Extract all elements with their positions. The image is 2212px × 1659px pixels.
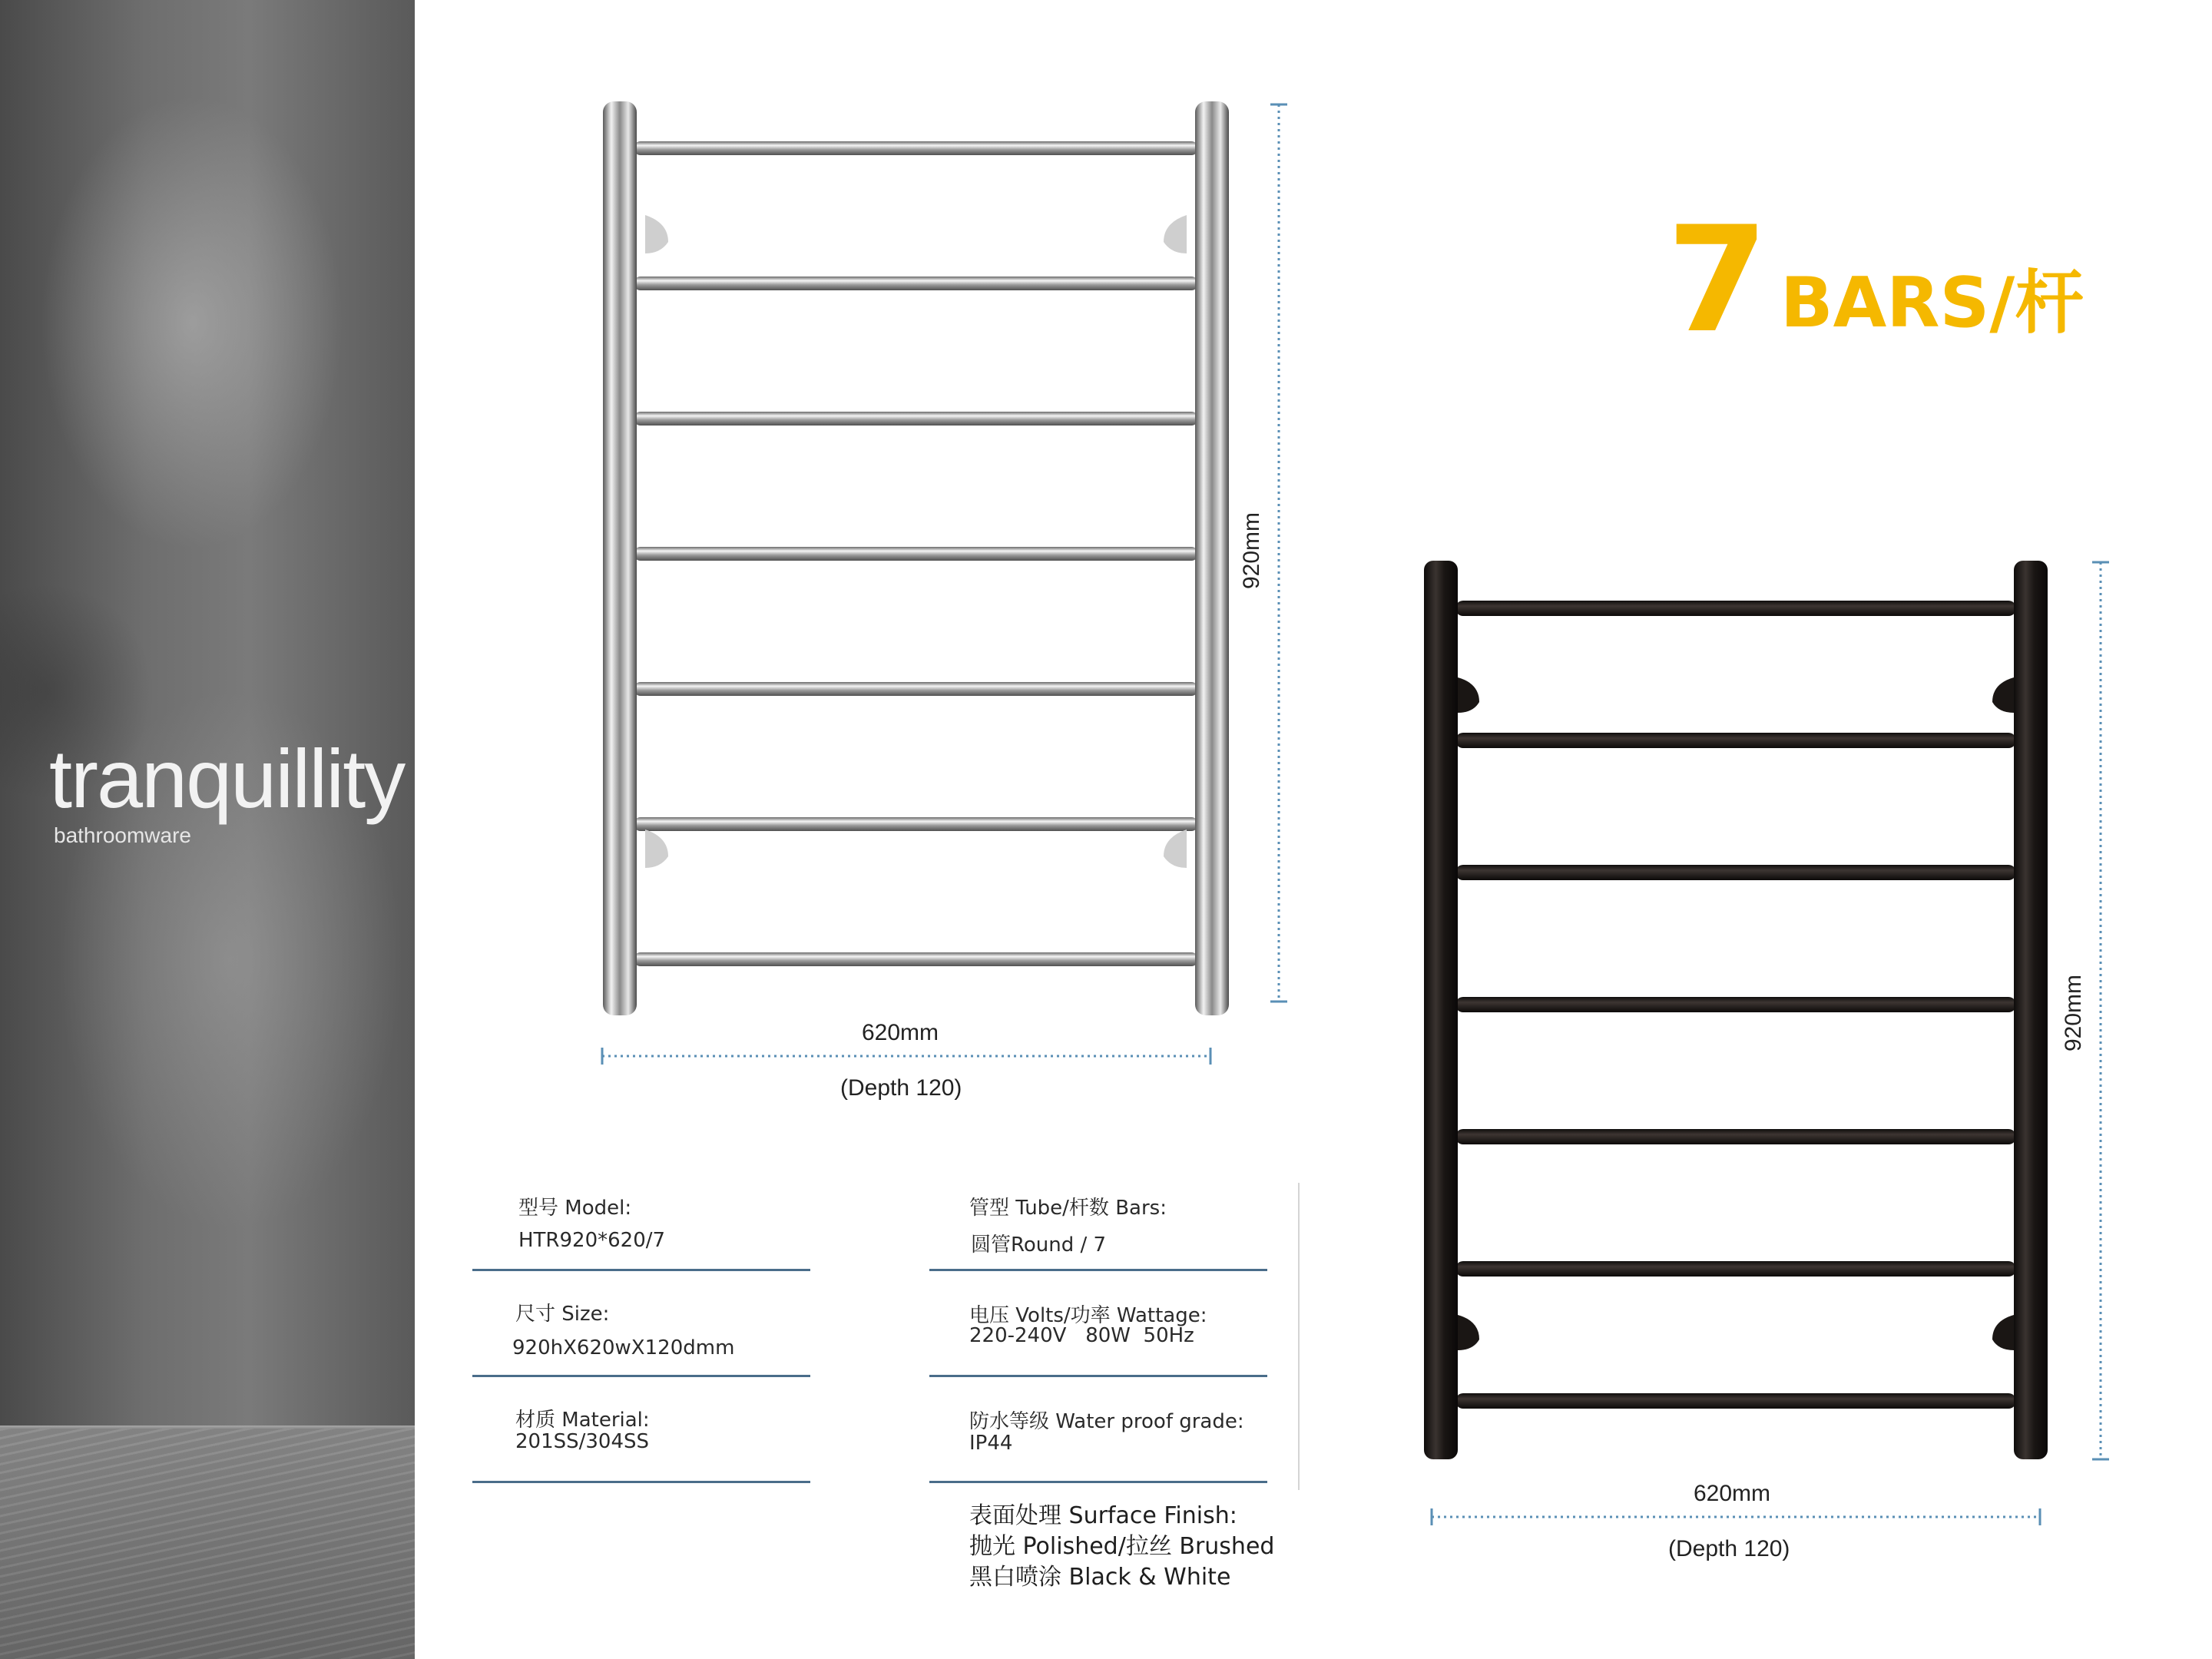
spec-voltage-value: 220-240V 80W 50Hz (969, 1324, 1194, 1347)
black-bars (1455, 601, 2016, 1409)
spec-divider (929, 1375, 1267, 1377)
black-wall-bracket-tr (1992, 677, 2014, 713)
spec-tube-label: 管型 Tube/杆数 Bars: (969, 1197, 1167, 1220)
black-height-dimension-line (2089, 558, 2112, 1464)
brand-logo-name: tranquillity (49, 732, 405, 825)
black-right-upright (2014, 561, 2048, 1459)
polished-width-label: 620mm (862, 1020, 939, 1045)
spec-finish-label: 表面处理 Surface Finish: (969, 1502, 1237, 1529)
bars-count-number: 7 (1667, 195, 1769, 365)
spec-voltage-label: 电压 Volts/功率 Wattage: (969, 1304, 1207, 1327)
spec-size (472, 1290, 810, 1382)
black-towel-rail (1413, 553, 2058, 1475)
spec-divider (472, 1481, 810, 1483)
spec-material-value: 201SS/304SS (515, 1430, 650, 1453)
spec-material (472, 1398, 810, 1490)
spec-size-label: 尺寸 Size: (515, 1303, 610, 1326)
polished-height-label: 920mm (1239, 512, 1265, 590)
black-bar-2 (1455, 733, 2016, 748)
polished-wall-bracket-bl (645, 830, 668, 868)
polished-bar-3 (634, 412, 1198, 426)
spec-size-value: 920hX620wX120dmm (512, 1336, 735, 1359)
spec-divider (929, 1269, 1267, 1271)
polished-wall-bracket-br (1164, 830, 1187, 868)
polished-wall-bracket-tr (1164, 215, 1187, 253)
polished-width-dimension-line (599, 1045, 1214, 1068)
spec-divider (929, 1481, 1267, 1483)
polished-bar-6 (634, 817, 1198, 831)
spec-finish-line-1: 抛光 Polished/拉丝 Brushed (969, 1533, 1275, 1560)
spec-model-label: 型号 Model: (518, 1197, 632, 1220)
brand-logo-subtitle: bathroomware (54, 823, 191, 847)
black-depth-label: (Depth 120) (1668, 1536, 1790, 1561)
black-wall-bracket-bl (1458, 1315, 1479, 1350)
polished-right-upright (1195, 101, 1229, 1015)
black-bar-5 (1455, 1129, 2016, 1144)
spec-tube (929, 1183, 1267, 1275)
spec-vertical-divider (1298, 1183, 1300, 1490)
spec-tube-value: 圆管Round / 7 (971, 1233, 1107, 1257)
side-image-panel (0, 0, 415, 1659)
polished-wall-bracket-tl (645, 215, 668, 253)
polished-bar-7 (634, 952, 1198, 966)
polished-bar-5 (634, 682, 1198, 696)
black-bar-7 (1455, 1393, 2016, 1409)
polished-bars (634, 141, 1198, 966)
black-bar-3 (1455, 865, 2016, 880)
spec-model (472, 1183, 810, 1275)
spec-divider (472, 1269, 810, 1271)
polished-height-dimension-line (1267, 100, 1290, 1006)
black-width-label: 620mm (1694, 1481, 1771, 1506)
black-bar-1 (1455, 601, 2016, 616)
black-height-label: 920mm (2061, 974, 2087, 1052)
polished-bar-2 (634, 276, 1198, 290)
black-wall-bracket-tl (1458, 677, 1479, 713)
black-width-dimension-line (1429, 1505, 2043, 1528)
spec-material-label: 材质 Material: (515, 1409, 650, 1432)
spec-waterproof-label: 防水等级 Water proof grade: (969, 1410, 1244, 1433)
polished-towel-rail (591, 92, 1244, 1052)
polished-left-upright (603, 101, 637, 1015)
bars-count-text: BARS/杆 (1780, 263, 2085, 343)
spec-waterproof-value: IP44 (969, 1432, 1013, 1455)
polished-depth-label: (Depth 120) (840, 1075, 962, 1101)
black-bar-6 (1455, 1261, 2016, 1277)
spec-waterproof (929, 1398, 1267, 1490)
spec-divider (472, 1375, 810, 1377)
spec-voltage (929, 1290, 1267, 1382)
spec-finish-line-2: 黑白喷涂 Black & White (969, 1564, 1231, 1591)
black-wall-bracket-br (1992, 1315, 2014, 1350)
polished-bar-4 (634, 547, 1198, 561)
polished-bar-1 (634, 141, 1198, 155)
spec-model-value: HTR920*620/7 (518, 1229, 666, 1252)
black-left-upright (1424, 561, 1458, 1459)
wood-floor (0, 1429, 415, 1659)
black-bar-4 (1455, 997, 2016, 1012)
